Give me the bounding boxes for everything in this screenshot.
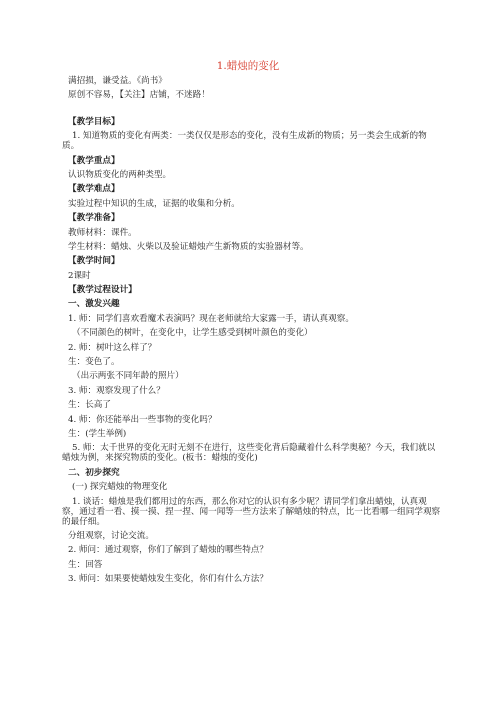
part1-line: 生：长高了 <box>68 400 111 411</box>
part1-line: 5. 师：太千世界的变化无时无刻不在进行，这些变化背后隐藏着什么科学奥秘？今天，我们就以蜡烛为例，来探究物质的变化。(板书：蜡烛的变化) <box>62 443 436 464</box>
goal-heading: 【教学目标】 <box>68 116 120 127</box>
part2-line: (一) 探究蜡烛的物理变化 <box>72 482 168 493</box>
design-heading: 【教学过程设计】 <box>68 285 137 296</box>
prep-teacher: 教师材料：课件。 <box>68 227 137 238</box>
difficulty-text: 实验过程中知识的生成，证据的收集和分析。 <box>68 198 240 209</box>
part2-heading: 二、初步探究 <box>68 467 120 478</box>
intro-note: 原创不容易，【关注】店铺，不迷路！ <box>68 90 210 101</box>
prep-heading: 【教学准备】 <box>68 213 120 224</box>
part2-line: 1. 谈话：蜡烛是我们都用过的东西，那么你对它的认识有多少呢？请同学们拿出蜡烛，认真观察，通过看一看、摸一摸、捏一捏、闻一闻等一些方法来了解蜡烛的特点，比一比看哪一组同学观察的最仔细。 <box>62 496 441 527</box>
part1-line: 3. 师：观察发现了什么？ <box>68 385 165 396</box>
part1-line: （不同颜色的树叶，在变化中，让学生感受到树叶颜色的变化） <box>72 328 313 339</box>
part2-line: 3. 师问：如果要使蜡烛发生变化，你们有什么方法？ <box>68 574 268 585</box>
difficulty-heading: 【教学难点】 <box>68 184 120 195</box>
time-heading: 【教学时间】 <box>68 256 120 267</box>
part1-line: 生：变色了。 <box>68 357 120 368</box>
part1-line: 2. 师：树叶这么样了？ <box>68 342 157 353</box>
part1-line: （出示两张不同年龄的照片） <box>72 371 184 382</box>
part1-line: 4. 师：你还能举出一些事物的变化吗？ <box>68 414 217 425</box>
document-body <box>62 76 442 589</box>
part2-line: 生：回答 <box>68 559 103 570</box>
key-heading: 【教学重点】 <box>68 155 120 166</box>
part1-line: 生：(学生举例) <box>68 428 127 439</box>
prep-student: 学生材料：蜡烛、火柴以及验证蜡烛产生新物质的实验器材等。 <box>68 241 309 252</box>
part2-line: 分组观察，讨论交流。 <box>68 530 154 541</box>
part2-line: 2. 师问：通过观察，你们了解到了蜡烛的哪些特点？ <box>68 545 268 556</box>
goal-text: 1. 知道物质的变化有两类：一类仅仅是形态的变化，没有生成新的物质；另一类会生成新的物质。 <box>62 131 427 152</box>
key-text: 认识物质变化的两种类型。 <box>68 169 172 180</box>
time-text: 2课时 <box>68 270 91 281</box>
part1-heading: 一、激发兴趣 <box>68 299 120 310</box>
intro-quote: 满招损，谦受益。《尚书》 <box>68 76 167 86</box>
part1-line: 1. 师：同学们喜欢看魔术表演吗？现在老师就给大家露一手，请认真观察。 <box>68 313 354 324</box>
page-title: 1.蜡烛的变化 <box>216 60 280 72</box>
